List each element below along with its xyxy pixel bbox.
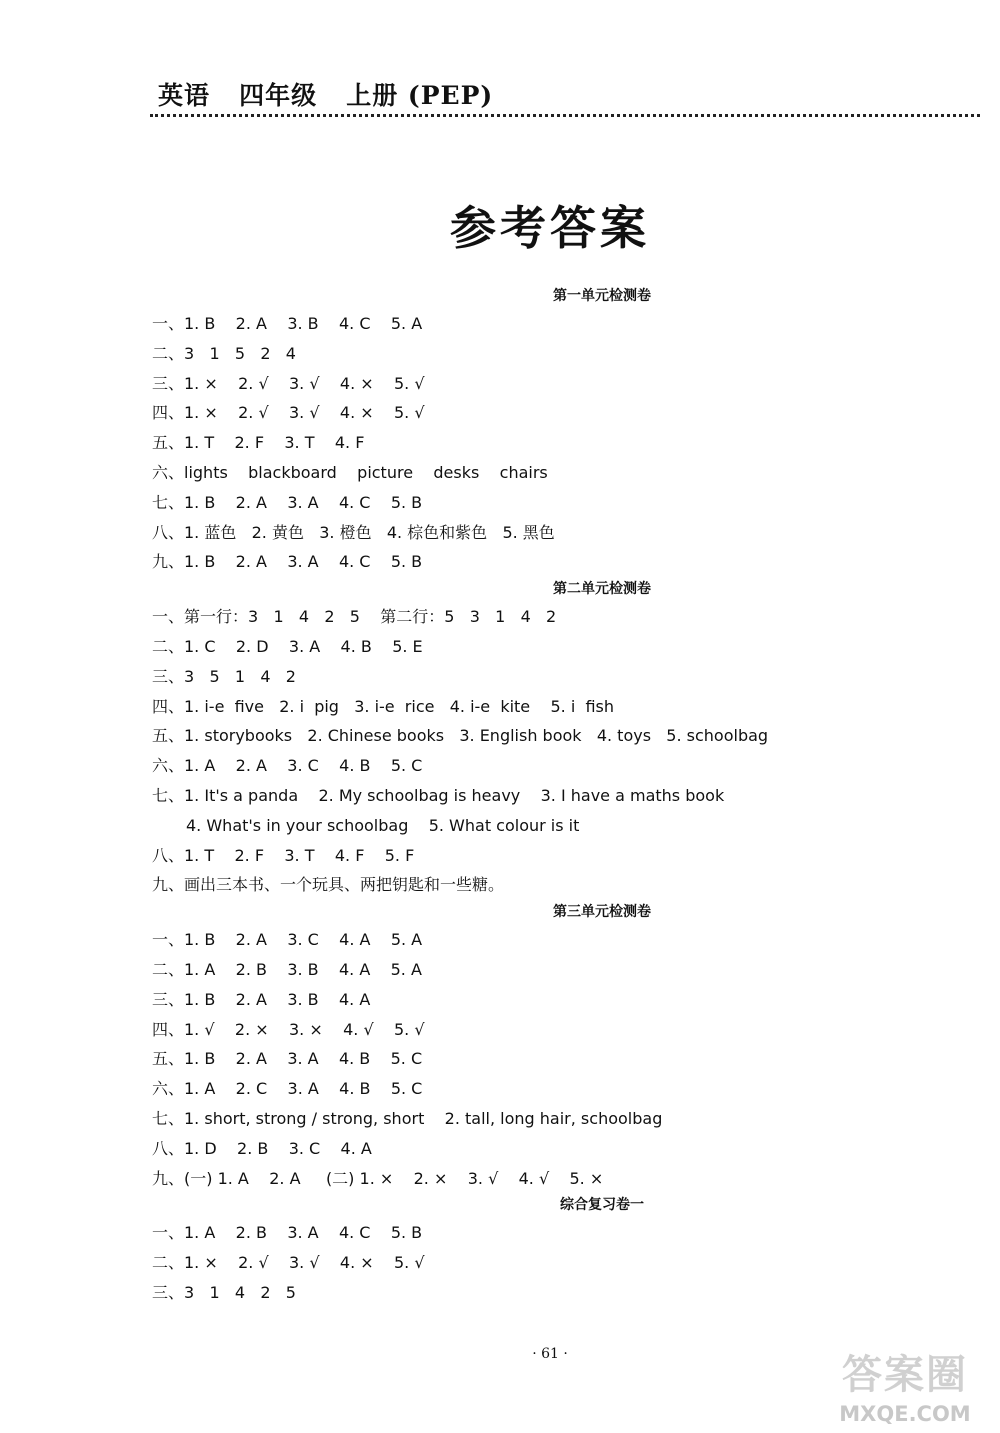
answer-line: 三、3 1 4 2 5 <box>152 1282 296 1302</box>
answer-line: 四、1. × 2. √ 3. √ 4. × 5. √ <box>152 403 425 423</box>
header-dotted-rule <box>150 114 980 117</box>
answer-line: 一、1. A 2. B 3. A 4. C 5. B <box>152 1223 423 1243</box>
answer-line: 一、1. B 2. A 3. C 4. A 5. A <box>152 930 423 950</box>
answer-line: 五、1. B 2. A 3. A 4. B 5. C <box>152 1049 423 1069</box>
answer-line: 一、第一行：3 1 4 2 5 第二行：5 3 1 4 2 <box>152 607 557 627</box>
answer-line: 八、1. T 2. F 3. T 4. F 5. F <box>152 845 415 865</box>
answer-line: 四、1. i-e five 2. i pig 3. i-e rice 4. i-e kite 5. i fish <box>152 696 615 716</box>
watermark-url: MXQE.COM <box>839 1402 971 1426</box>
answer-content <box>152 284 912 1308</box>
answer-line: 三、3 5 1 4 2 <box>152 666 296 686</box>
watermark-logo: 答案圈 <box>842 1352 968 1398</box>
answer-line: 九、画出三本书、一个玩具、两把钥匙和一些糖。 <box>152 875 505 895</box>
answer-line: 六、lights blackboard picture desks chairs <box>152 462 548 482</box>
answer-line: 四、1. √ 2. × 3. × 4. √ 5. √ <box>152 1019 425 1039</box>
page-header: 英语 四年级 上册 (PEP) <box>158 81 494 110</box>
answer-line: 三、1. × 2. √ 3. √ 4. × 5. √ <box>152 373 425 393</box>
section-title: 第一单元检测卷 <box>553 288 651 304</box>
page-number: · 61 · <box>532 1346 568 1362</box>
answer-line-continued: 4. What's in your schoolbag 5. What colour is it <box>186 815 580 835</box>
answer-line: 六、1. A 2. A 3. C 4. B 5. C <box>152 756 423 776</box>
answer-line: 一、1. B 2. A 3. B 4. C 5. A <box>152 314 423 333</box>
answer-line: 七、1. It's a panda 2. My schoolbag is heavy 3. I have a maths book <box>152 785 725 805</box>
answer-line: 二、1. C 2. D 3. A 4. B 5. E <box>152 636 423 656</box>
section-title: 第三单元检测卷 <box>553 904 651 921</box>
section-title: 第二单元检测卷 <box>553 581 651 598</box>
answer-line: 二、1. A 2. B 3. B 4. A 5. A <box>152 959 422 979</box>
answer-line: 九、1. B 2. A 3. A 4. C 5. B <box>152 552 423 572</box>
watermark <box>815 1350 995 1430</box>
section-title: 综合复习卷一 <box>560 1197 644 1214</box>
answer-line: 二、1. × 2. √ 3. √ 4. × 5. √ <box>152 1253 425 1273</box>
answer-line: 七、1. B 2. A 3. A 4. C 5. B <box>152 492 423 512</box>
section-unit-3 <box>152 900 912 1193</box>
answer-line: 三、1. B 2. A 3. B 4. A <box>152 989 371 1009</box>
answer-line: 二、3 1 5 2 4 <box>152 343 296 363</box>
answer-line: 五、1. storybooks 2. Chinese books 3. English book 4. toys 5. schoolbag <box>152 726 769 746</box>
page-title: 参考答案 <box>450 201 650 255</box>
answer-line: 九、(一) 1. A 2. A (二) 1. × 2. × 3. √ 4. √ 5. × <box>152 1168 604 1188</box>
answer-line: 八、1. D 2. B 3. C 4. A <box>152 1138 372 1158</box>
section-unit-1 <box>152 284 912 577</box>
section-unit-2 <box>152 577 912 900</box>
answer-line: 八、1. 蓝色 2. 黄色 3. 橙色 4. 棕色和紫色 5. 黑色 <box>152 522 555 542</box>
answer-line: 七、1. short, strong / strong, short 2. tall, long hair, schoolbag <box>152 1108 663 1128</box>
answer-line: 六、1. A 2. C 3. A 4. B 5. C <box>152 1079 423 1099</box>
answer-line: 五、1. T 2. F 3. T 4. F <box>152 433 365 453</box>
section-review-1 <box>152 1193 912 1307</box>
